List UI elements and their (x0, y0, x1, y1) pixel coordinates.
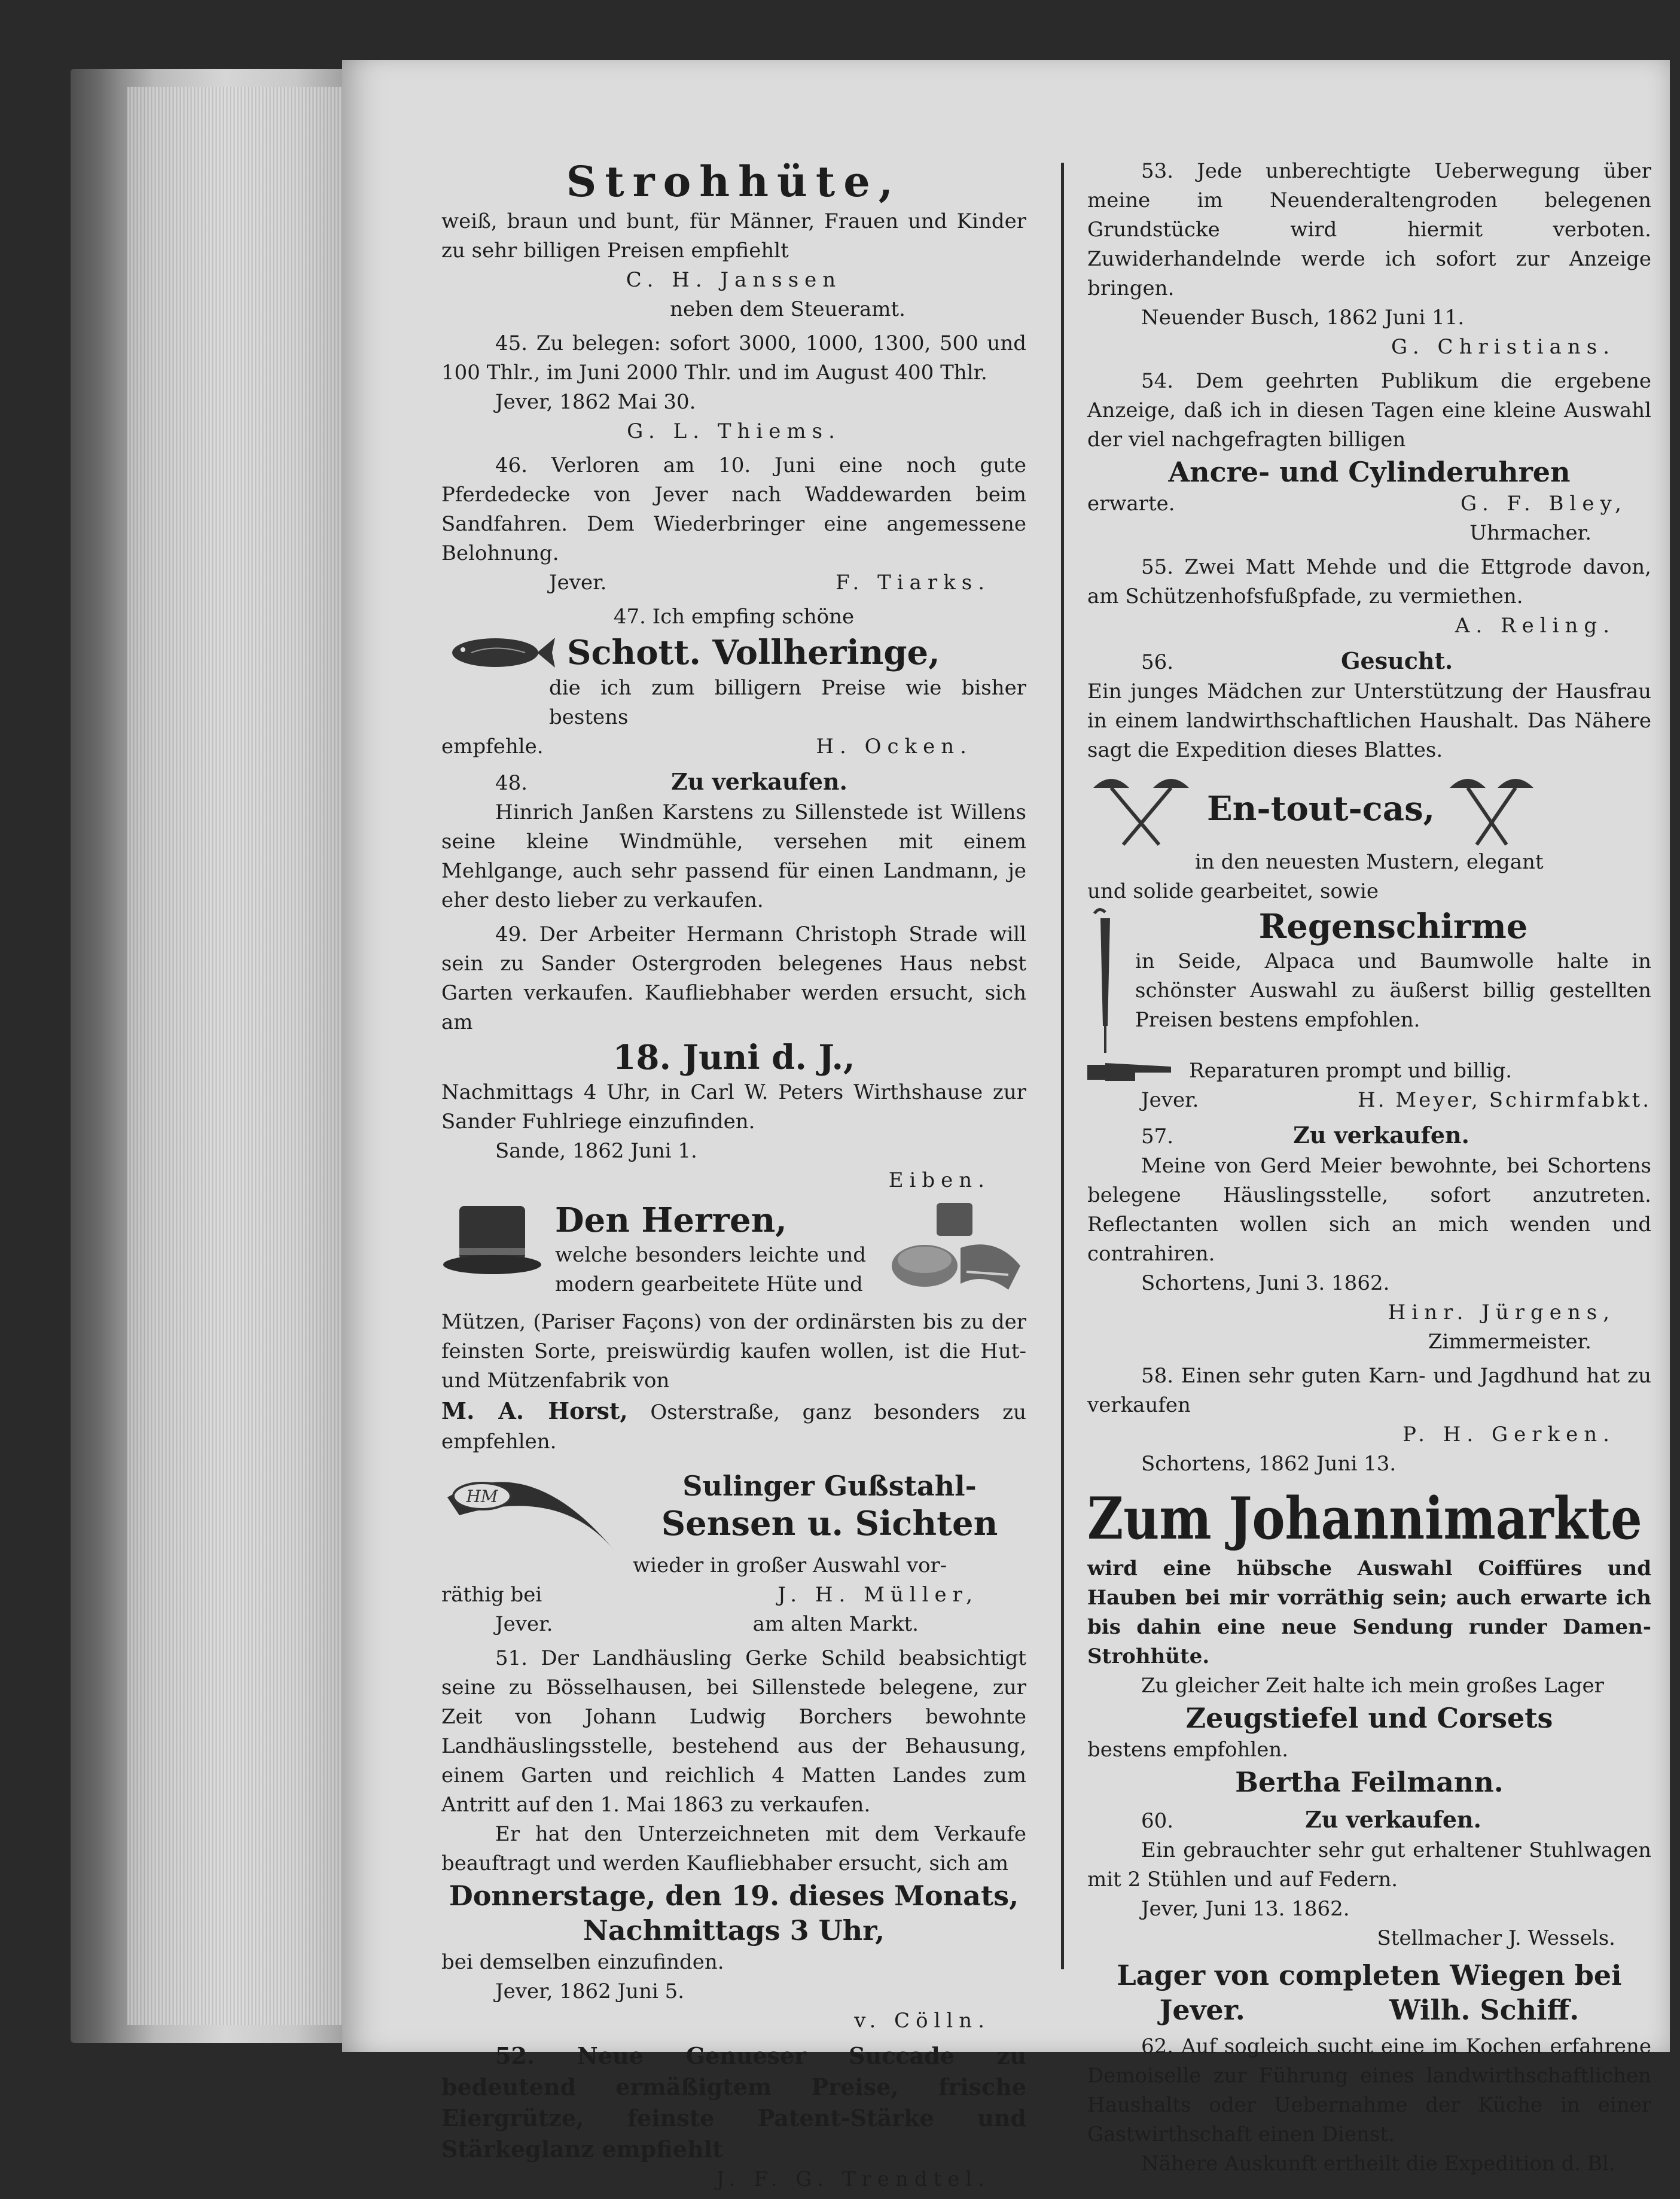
ad-signature: P. H. Gerken. (1402, 1423, 1615, 1446)
ad-place: Jever. (495, 1612, 553, 1636)
ad-signature: Stellmacher J. Wessels. (1377, 1926, 1615, 1950)
ad-signature: H. Meyer, Schirmfabkt. (1358, 1088, 1651, 1112)
ad-51 (441, 1644, 1026, 2036)
ad-signature: Eiben. (888, 1168, 990, 1192)
ad-body: wird eine hübsche Auswahl Coiffüres und Hauben bei mir vorräthig sein; auch erwarte ich bis dahin eine neue Sendung runder Damen-Strohhüte. (1087, 1557, 1651, 1668)
ad-body3: bestens empfohlen. (1087, 1738, 1289, 1762)
ad-place-date: Schortens, Juni 3. 1862. (1141, 1271, 1390, 1295)
right-column (1087, 157, 1651, 2183)
ad-heading: En-tout-cas, (1207, 789, 1435, 829)
ad-place-date: Jever, Juni 13. 1862. (1141, 1897, 1350, 1921)
ad-body2: Er hat den Unterzeichneten mit dem Verkaufe beauftragt und werden Kaufliebhaber ersucht, sich am (441, 1822, 1026, 1875)
ad-signature2: Zimmermeister. (1428, 1330, 1591, 1354)
ad-signature: G. L. Thiems. (627, 419, 841, 443)
left-column (441, 157, 1026, 2199)
ad-heading: Zum Johannimarkte (1087, 1485, 1642, 1552)
ad-body2: Mützen, (Pariser Façons) von der ordinärsten bis zu der feinsten Sorte, preiswürdig kaufen wollen, ist die Hut- und Mützenfabrik von (441, 1310, 1026, 1393)
ad-heading: Den Herren, (555, 1201, 787, 1240)
ad-wiegen (1087, 1958, 1651, 2027)
ad-heading: Schott. Vollheringe, (567, 633, 940, 672)
ad-57 (1087, 1120, 1651, 1357)
ad-58 (1087, 1362, 1651, 1479)
ad-body: Ein gebrauchter sehr gut erhaltener Stuhlwagen mit 2 Stühlen und auf Federn. (1087, 1838, 1651, 1892)
ad-signature: H. Ocken. (816, 735, 972, 759)
ad-body: wieder in großer Auswahl vor- (633, 1554, 947, 1577)
ad-56 (1087, 645, 1651, 765)
ad-signature: A. Reling. (1455, 614, 1615, 638)
ad-body2: Nachmittags 4 Uhr, in Carl W. Peters Wirthshause zur Sander Fuhlriege einzufinden. (441, 1080, 1026, 1134)
ad-signature: F. Tiarks. (836, 571, 990, 595)
ad-number: 56. (1141, 650, 1174, 674)
ad-48 (441, 766, 1026, 915)
ad-heading: Strohhüte, (566, 157, 902, 206)
ad-body2: räthig bei (441, 1583, 542, 1607)
ad-60 (1087, 1804, 1651, 1953)
ad-place-date: Jever, 1862 Mai 30. (495, 390, 696, 414)
ad-heading2-firm: Wilh. Schiff. (1389, 1994, 1580, 2026)
ad-body: 46. Verloren am 10. Juni eine noch gute Pferdedecke von Jever nach Waddewarden beim Sandfahren. Dem Wiederbringer eine angemessene Belohnung. (441, 453, 1026, 565)
ad-53 (1087, 157, 1651, 362)
ad-place: Jever. (549, 571, 607, 595)
ad-body2: Zu gleicher Zeit halte ich mein großes Lager (1141, 1674, 1604, 1698)
ad-body4: Reparaturen prompt und billig. (1189, 1058, 1513, 1083)
ad-signature: G. Christians. (1391, 335, 1615, 359)
ad-body: die ich zum billigern Preise wie bisher bestens (549, 676, 1026, 729)
ad-date-heading: 18. Juni d. J., (612, 1038, 855, 1077)
ad-place: erwarte. (1087, 492, 1175, 516)
ad-heading: Zu verkaufen. (671, 768, 847, 795)
scythe-icon (441, 1461, 621, 1551)
ad-heading2: Zeugstiefel und Corsets (1185, 1702, 1553, 1734)
ad-body: Hinrich Janßen Karstens zu Sillenstede ist Willens seine kleine Windmühle, versehen mit einem Mehlgange, auch sehr passend für einen Landmann, je eher desto lieber zu verkaufen. (441, 800, 1026, 912)
ad-45 (441, 329, 1026, 446)
ad-number: 57. (1141, 1125, 1174, 1149)
ad-place-date: Jever, 1862 Juni 5. (495, 1979, 685, 2003)
ad-herren (441, 1200, 1026, 1457)
ad-heading: Donnerstage, den 19. dieses Monats, (449, 1880, 1019, 1912)
ad-62 (1087, 2032, 1651, 2179)
ad-body: 52. Neue Genueser Succade zu bedeutend ermäßigtem Preise, frische Eiergrütze, feinste Patent-Stärke und Stärkeglanz empfiehlt (441, 2042, 1026, 2163)
ad-place: Jever. (1141, 1088, 1199, 1112)
ad-body: Ein junges Mädchen zur Unterstützung der Hausfrau in einem landwirthschaftlichen Haushalt. Das Nähere sagt die Expedition dieses Blattes. (1087, 680, 1651, 762)
umbrellas-icon-right (1447, 770, 1536, 848)
ad-55 (1087, 553, 1651, 641)
ad-body: 49. Der Arbeiter Hermann Christoph Strade will sein zu Sander Ostergroden belegenes Haus nebst Garten verkaufen. Kaufliebhaber werden ersucht, sich am (441, 922, 1026, 1034)
rolled-umbrella-icon (1087, 906, 1123, 1056)
ad-signature: G. F. Bley, (1461, 492, 1627, 516)
ad-sulinger (441, 1461, 1026, 1639)
top-hat-icon (441, 1200, 543, 1278)
ad-number: 60. (1141, 1809, 1174, 1833)
caps-icon (889, 1200, 1026, 1308)
ad-firm: M. A. Horst, (441, 1397, 628, 1424)
ad-body: 55. Zwei Matt Mehde und die Ettgrode davon, am Schützenhofsfußpfade, zu vermiethen. (1087, 555, 1651, 608)
ad-signature: J. H. Müller, (778, 1583, 978, 1607)
ad-body: welche besonders leichte und modern gearbeitete Hüte und (555, 1243, 866, 1296)
ad-heading: Zu verkaufen. (1305, 1806, 1481, 1833)
ad-heading2: Nachmittags 3 Uhr, (583, 1914, 885, 1947)
ad-body: 58. Einen sehr guten Karn- und Jagdhund hat zu verkaufen (1087, 1364, 1651, 1417)
ad-place-date: Neuender Busch, 1862 Juni 11. (1141, 306, 1465, 330)
ad-heading: Zu verkaufen. (1293, 1122, 1469, 1149)
ad-johannimarkt (1087, 1484, 1651, 1799)
ad-body3: in Seide, Alpaca und Baumwolle halte in schönster Auswahl zu äußerst billig gestellten Preisen bestens empfohlen. (1135, 949, 1651, 1032)
ad-signature: v. Cölln. (854, 2009, 990, 2033)
ad-place: empfehle. (441, 735, 544, 759)
fish-icon (441, 632, 555, 674)
ad-54 (1087, 367, 1651, 548)
ad-body: weiß, braun und bunt, für Männer, Frauen und Kinder zu sehr billigen Preisen empfiehlt (441, 209, 1026, 263)
ad-signature-line2: neben dem Steueramt. (670, 297, 905, 321)
ad-body: 62. Auf sogleich sucht eine im Kochen erfahrene Demoiselle zur Führung eines landwirthschaftlichen Haushalts oder Uebernahme der Küche in einer Gastwirthschaft einen Dienst. (1087, 2034, 1651, 2146)
ad-52 (441, 2040, 1026, 2194)
ad-heading: Lager von completen Wiegen bei (1117, 1959, 1622, 1991)
ad-signature: C. H. Janssen (626, 268, 842, 292)
ad-body: 51. Der Landhäusling Gerke Schild beabsichtigt seine zu Bösselhausen, bei Sillenstede belegene, zur Zeit von Johann Ludwig Borchers bewohnte Landhäuslingsstelle, bestehend aus der Behausung, einem Garten und reichlich 4 Matten Landes zum Antritt auf den 1. Mai 1863 zu verkaufen. (441, 1646, 1026, 1817)
ad-heading2: Sensen u. Sichten (661, 1504, 998, 1543)
ad-heading2: Regenschirme (1258, 907, 1528, 946)
ad-signature2: Uhrmacher. (1469, 521, 1591, 545)
column-divider (1061, 163, 1064, 1969)
ad-heading2-place: Jever. (1159, 1994, 1245, 2026)
ad-heading: Gesucht. (1341, 647, 1453, 674)
ad-body: 54. Dem geehrten Publikum die ergebene Anzeige, daß ich in diesen Tagen eine kleine Auswahl der viel nachgefragten billigen (1087, 369, 1651, 452)
ad-place-date: Sande, 1862 Juni 1. (495, 1139, 697, 1163)
ad-body2: und solide gearbeitet, sowie (1087, 879, 1379, 903)
pointing-hand-icon (1087, 1056, 1177, 1086)
ad-body: in den neuesten Mustern, elegant (1195, 850, 1544, 874)
ad-body: Meine von Gerd Meier bewohnte, bei Schortens belegene Häuslingsstelle, sofort anzutreten. Reflectanten wollen sich an mich wenden und contrahiren. (1087, 1154, 1651, 1266)
ad-body2: Nähere Auskunft ertheilt die Expedition d. Bl. (1141, 2152, 1615, 2176)
ad-signature: J. F. G. Trendtel. (716, 2167, 990, 2191)
scythe-logo-text: HM (466, 1487, 498, 1506)
umbrellas-icon (1087, 770, 1195, 848)
ad-body3: bei demselben einzufinden. (441, 1950, 724, 1974)
ad-body3: Osterstraße, ganz besonders zu empfehlen. (441, 1400, 1026, 1454)
ad-heading: Sulinger Gußstahl- (682, 1470, 977, 1502)
ad-entoutcas (1087, 770, 1651, 1115)
ad-intro: 47. Ich empfing schöne (613, 605, 855, 629)
ad-47 (441, 602, 1026, 762)
ad-signature2: am alten Markt. (752, 1612, 919, 1636)
ad-number: 48. (495, 771, 528, 795)
ad-signature: Hinr. Jürgens, (1388, 1300, 1615, 1324)
ad-strohhuete (441, 157, 1026, 324)
ad-body: 45. Zu belegen: sofort 3000, 1000, 1300, 500 und 100 Thlr., im Juni 2000 Thlr. und im August 400 Thlr. (441, 331, 1026, 385)
ad-46 (441, 451, 1026, 598)
ad-place-date: Schortens, 1862 Juni 13. (1141, 1452, 1397, 1476)
ad-body: 53. Jede unberechtigte Ueberwegung über meine im Neuenderaltengroden belegenen Grundstücke wird hiermit verboten. Zuwiderhandelnde werde ich sofort zur Anzeige bringen. (1087, 159, 1651, 300)
ad-49 (441, 920, 1026, 1195)
ad-signature: Bertha Feilmann. (1235, 1766, 1504, 1798)
book-binding (71, 69, 352, 2043)
ad-heading: Ancre- und Cylinderuhren (1168, 456, 1571, 488)
